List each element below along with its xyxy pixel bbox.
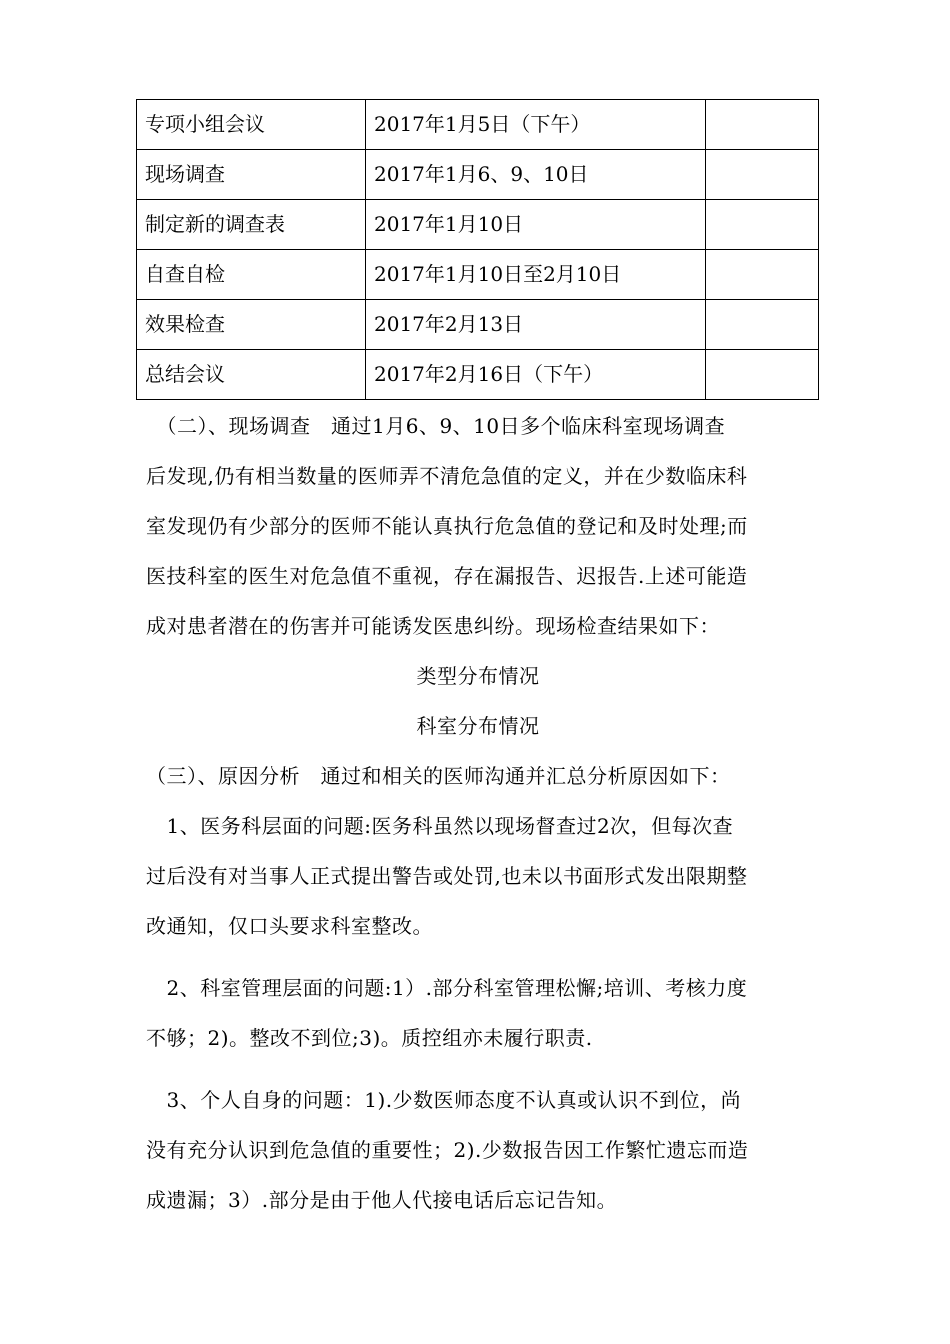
table-row bbox=[137, 150, 819, 200]
reason-department-management bbox=[146, 963, 810, 1063]
reason-medical-affairs bbox=[146, 801, 810, 951]
section-field-survey bbox=[146, 401, 810, 651]
table-cell-note bbox=[706, 350, 819, 400]
paragraph-line: 成遗漏；3）.部分是由于他人代接电话后忘记告知。 bbox=[146, 1188, 618, 1212]
table-row bbox=[137, 250, 819, 300]
heading-department-distribution: 科室分布情况 bbox=[416, 714, 540, 738]
paragraph-line: 改通知，仅口头要求科室整改。 bbox=[146, 914, 433, 938]
table-cell-item: 专项小组会议 bbox=[137, 100, 366, 150]
table-row bbox=[137, 350, 819, 400]
paragraph-line: 没有充分认识到危急值的重要性；2).少数报告因工作繁忙遗忘而造 bbox=[146, 1138, 749, 1162]
schedule-table bbox=[136, 99, 819, 400]
paragraph-line: 3、个人自身的问题：1).少数医师态度不认真或认识不到位，尚 bbox=[146, 1088, 742, 1112]
table-cell-note bbox=[706, 200, 819, 250]
section-cause-analysis-heading: （三）、原因分析 通过和相关的医师沟通并汇总分析原因如下： bbox=[146, 764, 731, 788]
table-cell-date: 2017年1月10日至2月10日 bbox=[366, 250, 706, 300]
paragraph-line: 过后没有对当事人正式提出警告或处罚,也未以书面形式发出限期整 bbox=[146, 864, 748, 888]
paragraph-line: 1、医务科层面的问题:医务科虽然以现场督查过2次，但每次查 bbox=[146, 814, 734, 838]
table-cell-item: 制定新的调查表 bbox=[137, 200, 366, 250]
heading-type-distribution: 类型分布情况 bbox=[416, 664, 540, 688]
paragraph-line: 2、科室管理层面的问题:1）.部分科室管理松懈;培训、考核力度 bbox=[146, 976, 748, 1000]
table-cell-date: 2017年1月5日（下午） bbox=[366, 100, 706, 150]
paragraph-line: 不够；2)。整改不到位;3)。质控组亦未履行职责. bbox=[146, 1026, 593, 1050]
reason-individual bbox=[146, 1075, 810, 1225]
table-cell-item: 总结会议 bbox=[137, 350, 366, 400]
table-cell-note bbox=[706, 250, 819, 300]
table-cell-item: 自查自检 bbox=[137, 250, 366, 300]
paragraph-line: 室发现仍有少部分的医师不能认真执行危急值的登记和及时处理;而 bbox=[146, 514, 748, 538]
table-cell-item: 现场调查 bbox=[137, 150, 366, 200]
paragraph-line: 后发现,仍有相当数量的医师弄不清危急值的定义，并在少数临床科 bbox=[146, 464, 748, 488]
table-cell-note bbox=[706, 100, 819, 150]
paragraph-line: 成对患者潜在的伤害并可能诱发医患纠纷。现场检查结果如下： bbox=[146, 614, 720, 638]
table-row bbox=[137, 100, 819, 150]
paragraph-line: （二）、现场调查 通过1月6、9、10日多个临床科室现场调查 bbox=[146, 414, 726, 438]
document-body bbox=[146, 401, 810, 1225]
table-cell-note bbox=[706, 150, 819, 200]
table-row bbox=[137, 300, 819, 350]
paragraph-line: 医技科室的医生对危急值不重视，存在漏报告、迟报告.上述可能造 bbox=[146, 564, 748, 588]
table-cell-item: 效果检查 bbox=[137, 300, 366, 350]
table-cell-date: 2017年1月6、9、10日 bbox=[366, 150, 706, 200]
table-cell-date: 2017年2月16日（下午） bbox=[366, 350, 706, 400]
table-cell-date: 2017年2月13日 bbox=[366, 300, 706, 350]
table-cell-date: 2017年1月10日 bbox=[366, 200, 706, 250]
table-cell-note bbox=[706, 300, 819, 350]
table-row bbox=[137, 200, 819, 250]
